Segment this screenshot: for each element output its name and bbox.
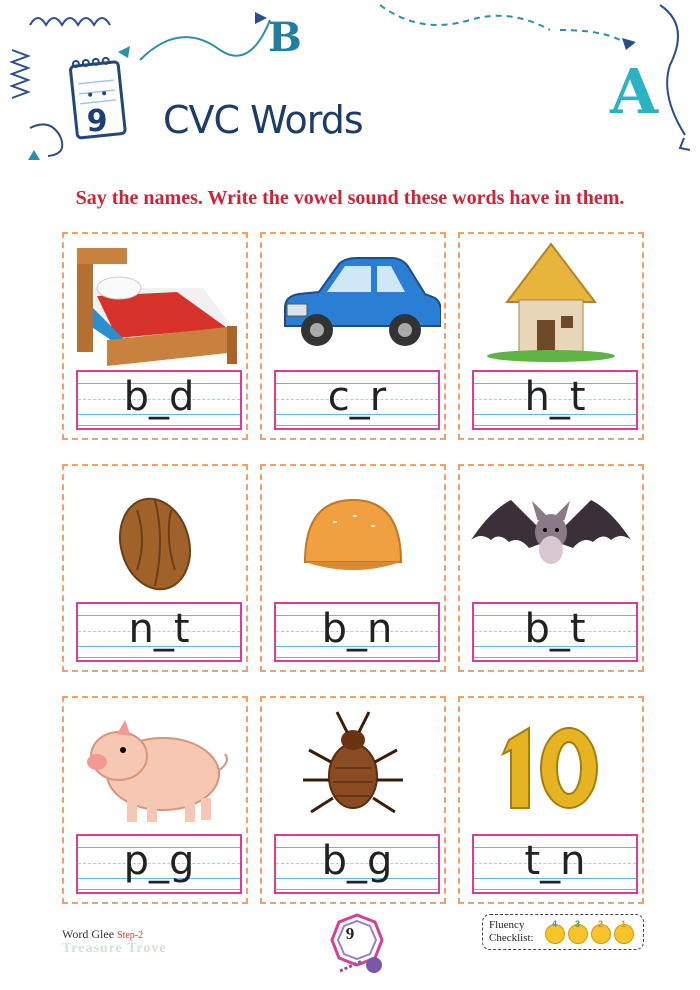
word-card [260,232,446,440]
word-text: p_g [123,838,195,884]
bug-picture-icon [265,702,441,830]
surprised-face-icon[interactable]: 1 [614,924,634,944]
activity-number: 9 [86,104,108,139]
decor-letter-b: B [268,14,302,61]
word-text: b_t [524,606,586,652]
word-writing-box[interactable] [76,370,242,430]
page-number-badge-icon [328,913,386,975]
number-ten-picture-icon [463,702,639,830]
word-text: b_g [321,838,393,884]
word-card [458,696,644,904]
page-title: CVC Words [163,98,363,142]
word-text: c_r [327,374,387,420]
word-card [62,696,248,904]
page-number: 9 [345,924,355,943]
word-card [62,464,248,672]
car-picture-icon [265,238,441,366]
hut-picture-icon [463,238,639,366]
word-text: b_n [321,606,393,652]
word-card [458,464,644,672]
word-writing-box[interactable] [274,602,440,662]
bed-picture-icon [67,238,243,366]
book-title [62,927,143,942]
word-text: t_n [524,838,586,884]
word-text: n_t [128,606,190,652]
word-writing-box[interactable] [472,834,638,894]
pig-picture-icon [67,702,243,830]
word-writing-box[interactable] [76,834,242,894]
word-writing-box[interactable] [472,602,638,662]
grin-face-icon[interactable]: 2 [591,924,611,944]
smile-face-icon[interactable]: 3 [568,924,588,944]
word-text: h_t [524,374,586,420]
nut-picture-icon [67,470,243,598]
word-card [260,464,446,672]
instruction-text: Say the names. Write the vowel sound these words have in them. [75,187,625,209]
bun-picture-icon [265,470,441,598]
word-writing-box[interactable] [274,370,440,430]
cool-face-icon[interactable]: 4 [545,924,565,944]
word-card [458,232,644,440]
bat-picture-icon [463,470,639,598]
decor-letter-a: A [610,55,659,128]
word-card [260,696,446,904]
word-card [62,232,248,440]
word-writing-box[interactable] [274,834,440,894]
fluency-checklist [482,914,644,950]
series-name: Treasure Trove [62,941,167,956]
word-writing-box[interactable] [472,370,638,430]
book-name: Word Glee [62,927,115,941]
book-step: Step-2 [117,930,144,941]
word-writing-box[interactable] [76,602,242,662]
word-card-grid [62,232,646,926]
word-text: b_d [123,374,195,420]
fluency-label: Fluency Checklist: [489,919,534,944]
